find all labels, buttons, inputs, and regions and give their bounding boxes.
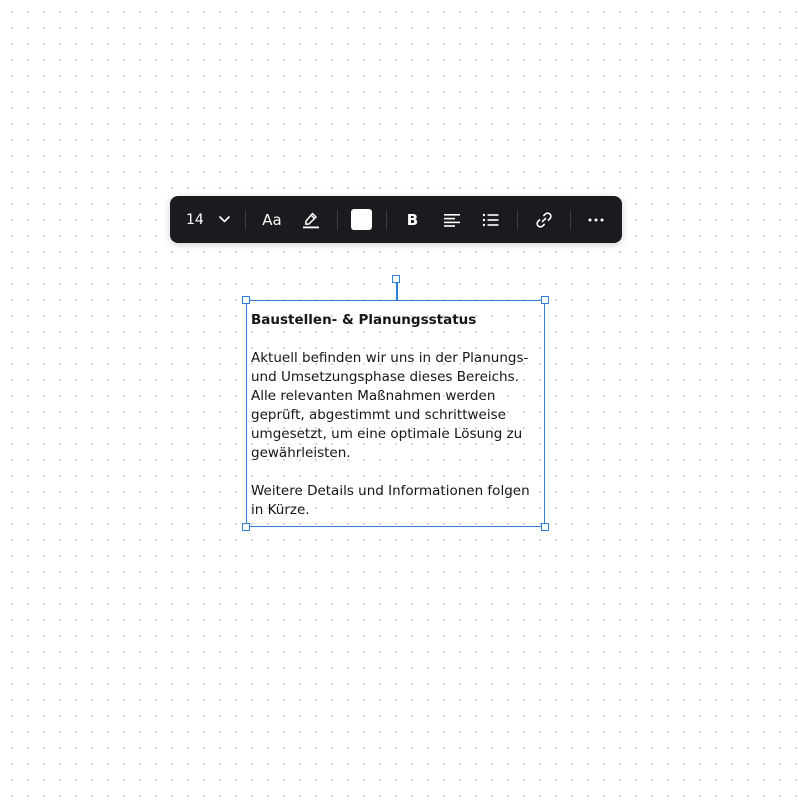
rotate-handle[interactable]	[392, 275, 400, 283]
link-icon	[535, 211, 553, 229]
text-line: und Umsetzungsphase dieses Bereichs.	[251, 369, 519, 385]
text-line: geprüft, abgestimmt und schrittweise	[251, 407, 506, 423]
align-button[interactable]	[432, 204, 471, 236]
bullet-list-icon	[482, 213, 500, 227]
highlight-button[interactable]	[292, 204, 331, 236]
toolbar-divider	[386, 210, 387, 230]
more-horizontal-icon	[588, 218, 604, 222]
chevron-down-icon	[219, 216, 230, 223]
text-line: gewährleisten.	[251, 445, 351, 461]
text-line: Weitere Details und Informationen folgen	[251, 483, 530, 499]
resize-handle-bottom-left[interactable]	[242, 523, 250, 531]
color-picker-button[interactable]	[344, 204, 380, 236]
toolbar-divider	[517, 210, 518, 230]
resize-handle-top-right[interactable]	[541, 296, 549, 304]
text-line: umgesetzt, um eine optimale Lösung zu	[251, 426, 523, 442]
typography-button[interactable]	[252, 204, 291, 236]
text-line: Alle relevanten Maßnahmen werden	[251, 388, 496, 404]
font-size-dropdown[interactable]	[178, 204, 239, 236]
bold-label: B	[406, 210, 419, 229]
more-options-button[interactable]	[577, 204, 616, 236]
text-box[interactable]	[246, 300, 545, 527]
font-size-value: 14	[186, 211, 204, 228]
highlighter-icon	[301, 210, 321, 230]
typography-label: Aa	[262, 210, 282, 229]
toolbar-divider	[570, 210, 571, 230]
text-format-toolbar	[170, 196, 622, 243]
list-button[interactable]	[472, 204, 511, 236]
text-box-title: Baustellen- & Planungsstatus	[251, 312, 477, 328]
text-line: in Kürze.	[251, 502, 310, 518]
toolbar-divider	[245, 210, 246, 230]
text-box-paragraph	[251, 349, 546, 463]
text-line: Aktuell befinden wir uns in der Planungs-	[251, 350, 529, 366]
align-left-icon	[443, 213, 461, 227]
text-box-paragraph	[251, 482, 546, 520]
toolbar-divider	[337, 210, 338, 230]
resize-handle-bottom-right[interactable]	[541, 523, 549, 531]
bold-button[interactable]	[393, 204, 432, 236]
color-swatch	[351, 209, 372, 230]
resize-handle-top-left[interactable]	[242, 296, 250, 304]
link-button[interactable]	[524, 204, 563, 236]
rotate-handle-stem	[396, 283, 398, 300]
